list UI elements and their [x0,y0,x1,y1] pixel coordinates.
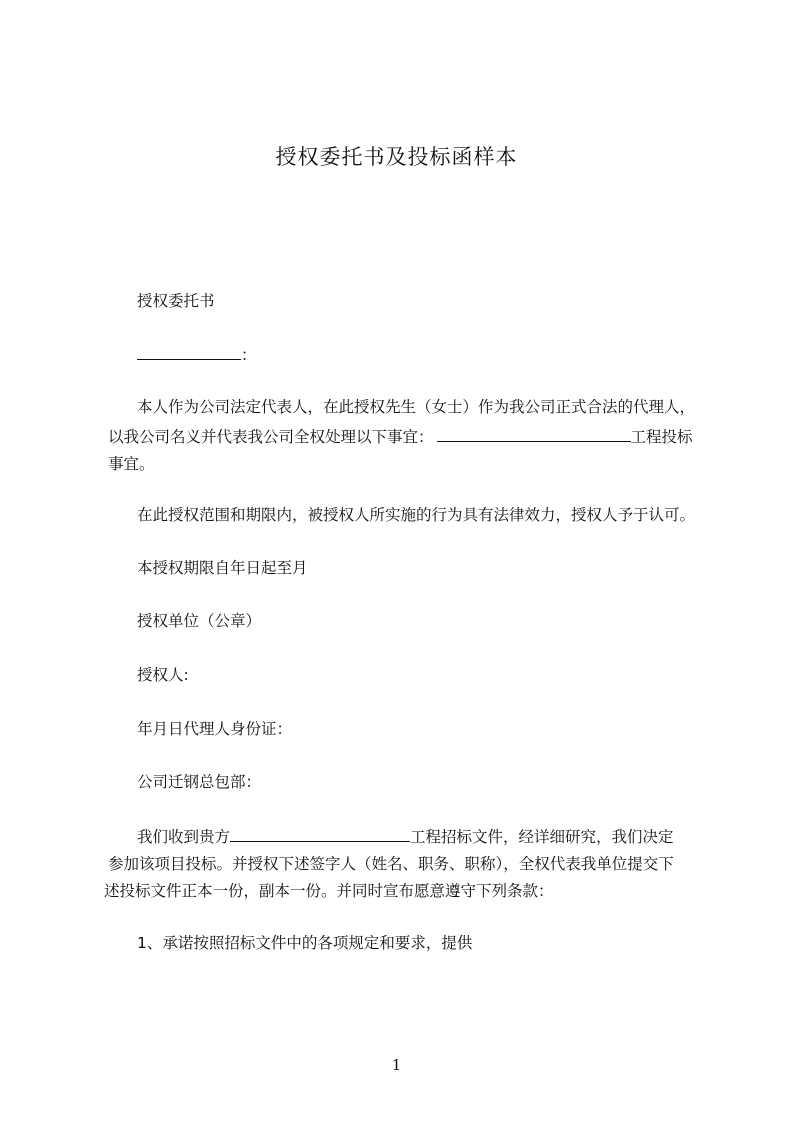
page-number: 1 [391,1056,402,1074]
term-paragraph: 本授权期限自年日起至月 [137,559,308,577]
addressee-colon: ： [241,346,257,364]
client-name-blank [230,825,410,842]
recipient-line: 公司迁钢总包部： [137,773,262,791]
scope-paragraph: 在此授权范围和期限内，被授权人所实施的行为具有法律效力，授权人予于认可。 [137,506,696,524]
section-heading: 授权委托书 [137,292,215,310]
authorization-line-1: 本人作为公司法定代表人，在此授权先生（女士）作为我公司正式合法的代理人， [137,398,696,416]
bid-letter-line-1-suffix: 工程招标文件，经详细研究，我们决定 [410,828,674,846]
authorizer-line: 授权人: [137,666,189,684]
authorizing-unit-line: 授权单位（公章） [137,612,262,630]
authorization-line-3: 事宜。 [108,455,155,473]
document-title: 授权委托书及投标函样本 [275,145,518,169]
authorization-line-2 [108,425,693,448]
authorization-line-2-suffix: 工程投标 [630,428,693,446]
addressee-blank [137,343,241,360]
bid-letter-line-2: 参加该项目投标。并授权下述签字人（姓名、职务、职称），全权代表我单位提交下 [108,855,674,873]
addressee-line [137,343,257,366]
bid-letter-line-1-text: 我们收到贵方 [137,828,231,846]
clause-1-line: 1、承诺按照招标文件中的各项规定和要求，提供 [137,934,473,952]
bid-letter-line-1 [137,825,674,848]
project-name-blank [437,425,631,442]
bid-letter-line-3: 述投标文件正本一份，副本一份。并同时宣布愿意遵守下列条款： [104,882,554,900]
authorization-line-2-text: 以我公司名义并代表我公司全权处理以下事宜： [108,428,434,446]
date-agent-id-line: 年月日代理人身份证： [137,720,293,738]
